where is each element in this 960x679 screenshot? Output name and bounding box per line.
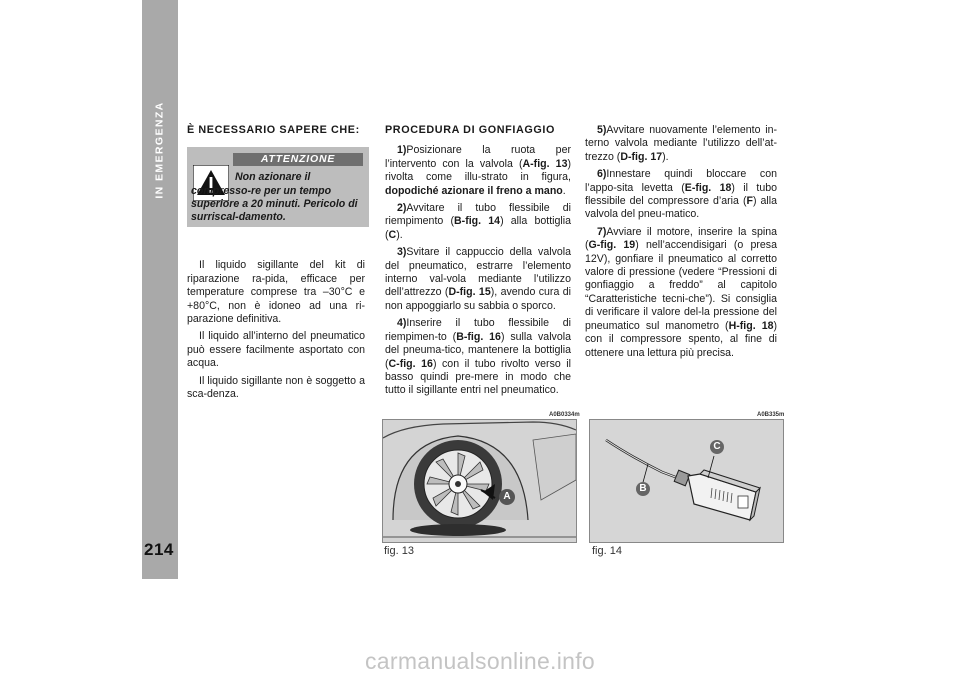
callout-a: A xyxy=(503,491,511,502)
step-7: 7)Avviare il motore, inserire la spina (G-fig. 19) nell’accendisigari (o presa 12V), gonfiare il pneumatico al corretto valore di pressione (vedere “Pressioni di gonfiaggio a freddo” al capitolo “Caratteristiche tecni-che”). Si consiglia di verificare il valore del-la pressione del pneumatico sul manometro (H-fig. 18) con il compressore spento, al fine di ottenere una lettura più precisa. xyxy=(585,225,778,359)
callout-b: B xyxy=(639,483,647,494)
section-title: IN EMERGENZA xyxy=(154,101,166,199)
column-3 xyxy=(585,124,777,364)
warning-box xyxy=(187,147,369,227)
step-4: 4)Inserire il tubo flessibile di riempimen-to (B-fig. 16) sulla valvola del pneuma-tico, mantenere la bottiglia (C-fig. 16) con il tubo rivolto verso il basso quindi pre-mere in modo che tutto il sigillante entri nel pneumatico. xyxy=(385,317,572,397)
column-1 xyxy=(187,124,365,405)
bottle-tube-illustration xyxy=(590,420,783,542)
figure-caption: fig. 14 xyxy=(592,545,622,557)
step-5: 5)Avvitare nuovamente l’elemento in-terno valvola mediante l’utilizzo dell’at-trezzo (D-fig. 17). xyxy=(585,124,777,163)
sidebar xyxy=(142,0,178,579)
paragraph: Il liquido sigillante non è soggetto a sca-denza. xyxy=(187,374,365,401)
step-2: 2)Avvitare il tubo flessibile di riempimento (B-fig. 14) alla bottiglia (C). xyxy=(385,202,571,241)
step-1: 1)Posizionare la ruota per l’intervento con la valvola (A-fig. 13) rivolta come illu-strato in figura, dopodiché azionare il freno a mano. xyxy=(385,144,571,197)
warning-text: Non azionare il compresso-re per un tempo superiore a 20 minuti. Pericolo di surriscal-damento. xyxy=(191,171,358,224)
paragraph: Il liquido sigillante del kit di riparazione ra-pida, efficace per temperature comprese tra –30°C e +80°C, non è idoneo ad una ri-parazione definitiva. xyxy=(187,259,365,326)
page-number: 214 xyxy=(144,540,174,559)
figure-caption: fig. 13 xyxy=(384,545,414,557)
figure-code: A0B335m xyxy=(757,412,785,418)
callout-c: C xyxy=(713,441,721,452)
watermark: carmanualsonline.info xyxy=(364,648,596,674)
paragraph: Il liquido all’interno del pneumatico può essere facilmente asportato con acqua. xyxy=(187,330,365,370)
figure-14 xyxy=(589,419,784,543)
figure-13 xyxy=(382,419,577,543)
warning-title: ATTENZIONE xyxy=(233,153,363,166)
column-2 xyxy=(385,124,571,402)
step-6: 6)Innestare quindi bloccare con l’appo-sita levetta (E-fig. 18) il tubo flessibile del compressore d’aria (F) alla valvola del pneu-matico. xyxy=(585,168,777,221)
section-heading: È NECESSARIO SAPERE CHE: xyxy=(187,124,360,136)
wheel-illustration xyxy=(383,420,576,542)
figure-code: A0B0334m xyxy=(549,412,580,418)
step-3: 3)Svitare il cappuccio della valvola del pneumatico, estrarre l’elemento interno val-vola mediante l’utilizzo dell’attrezzo (D-fig. 15), avendo cura di non appoggiarlo su sabbia o sporco. xyxy=(385,246,571,312)
section-heading: PROCEDURA DI GONFIAGGIO xyxy=(385,124,555,136)
